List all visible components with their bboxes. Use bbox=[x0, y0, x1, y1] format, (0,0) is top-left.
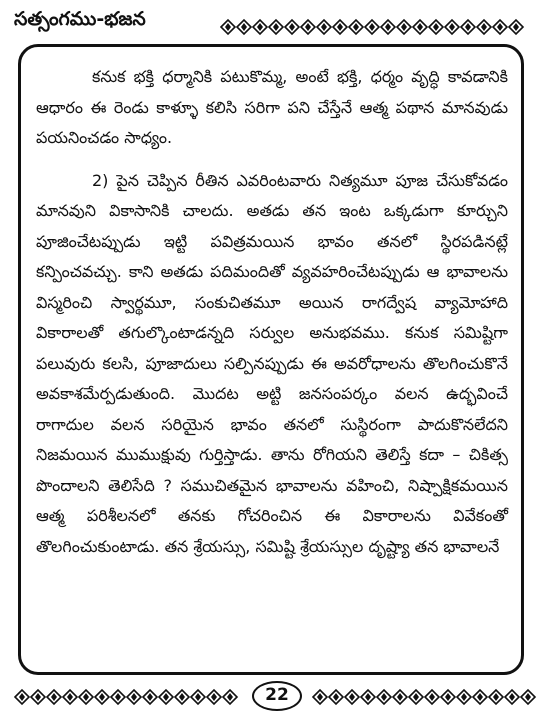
page-footer bbox=[14, 678, 540, 718]
ornamental-border-band bbox=[220, 18, 538, 36]
running-head-title: సత్సంగము-భజన bbox=[14, 8, 146, 30]
paragraph-text: కనుక భక్తి ధర్మానికి పటుకొమ్మ, అంటే భక్తి, ధర్మం వృద్ధి కావడానికి ఆధారం ఈ రెండు కాళ్ళూ కలిసి సరిగా పని చేస్తేనే ఆత్మ పథాన మానవుడు పయనించడం సాధ్యం. bbox=[36, 67, 508, 147]
paragraph bbox=[36, 62, 508, 154]
page-number: 22 bbox=[252, 681, 302, 711]
page-header bbox=[14, 6, 540, 40]
body-text bbox=[36, 62, 508, 562]
paragraph bbox=[36, 166, 508, 563]
paragraph-text: 2) పైన చెప్పిన రీతిన ఎవరింటవారు నిత్యమూ పూజ చేసుకోవడం మానవుని వికాసానికి చాలదు. అతడు తన ఇంట ఒక్కడుగా కూర్చుని పూజించేటప్పుడు ఇట్టి పవిత్రమయిన భావం తనలో స్థిరపడినట్లే కన్పించవచ్చు. కాని అతడు పదిమందితో వ్యవహరించేటప్పుడు ఆ భావాలను విస్మరించి స్వార్థమూ, సంకుచితమూ అయిన రాగద్వేష వ్యామోహాది వికారాలతో తగుల్కొంటాడన్నది సర్వుల అనుభవము. కనుక సమిష్టిగా పలువురు కలసి, పూజాదులు సల్పినప్పుడు ఈ అవరోధాలను తొలగించుకొనే అవకాశమేర్పడుతుంది. మొదట అట్టి జనసంపర్కం వలన ఉద్భవించే రాగాదుల వలన సరియైన భావం తనలో సుస్థిరంగా పాదుకొనలేదని నిజమయిన ముముక్షువు గుర్తిస్తాడు. తాను రోగియని తెలిస్తే కదా – చికిత్స పొందాలని తెలిసేది ? సముచితమైన భావాలను వహించి, నిష్పాక్షికమయిన ఆత్మ పరిశీలనలో తనకు గోచరించిన ఈ వికారాలను వివేకంతో తొలగించుకుంటాడు. తన శ్రేయస్సు, సమిష్టి శ్రేయస్సుల దృష్ట్యా తన భావాలనే bbox=[36, 170, 508, 556]
ornamental-border-band bbox=[312, 688, 540, 706]
ornamental-border-band bbox=[14, 688, 242, 706]
